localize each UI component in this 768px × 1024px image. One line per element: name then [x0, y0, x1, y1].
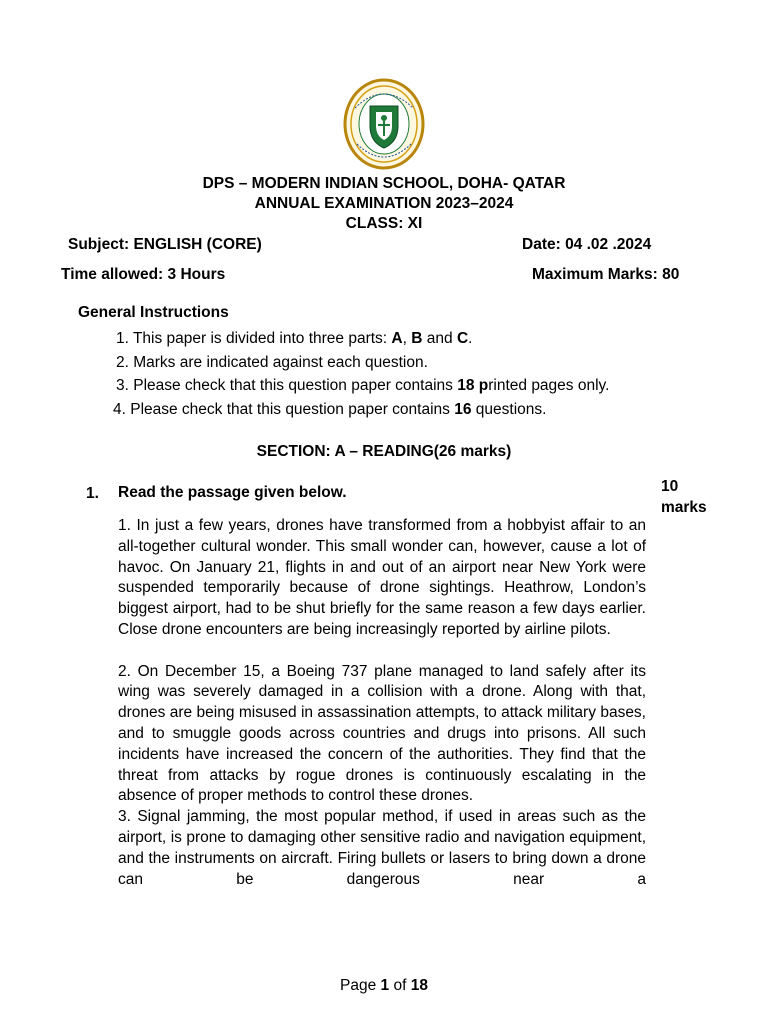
instructions-title: General Instructions — [78, 304, 229, 321]
passage-paragraph: 1. In just a few years, drones have transformed from a hobbyist affair to an all-together cultural wonder. This small wonder can, however, cause a lot of havoc. On January 21, flights in and out of an airport near New York were suspended temporarily because of drone sightings. Heathrow, London’s biggest airport, had to be shut briefly for the same reason a few days earlier. Close drone encounters are being increasingly reported by airline pilots. — [118, 517, 646, 638]
document-header — [0, 174, 768, 234]
instruction-item: 4. Please check that this question paper contains 16 questions. — [113, 400, 547, 418]
reading-passage — [118, 516, 646, 890]
instructions-list — [113, 327, 610, 421]
instruction-item: 1. This paper is divided into three parts: A, B and C. — [116, 330, 473, 347]
question-number: 1. — [86, 485, 99, 502]
question-marks: 10 marks — [661, 478, 707, 516]
maximum-marks: Maximum Marks: 80 — [532, 266, 680, 283]
passage-paragraph: 3. Signal jamming, the most popular method, if used in areas such as the airport, is prone to damaging other sensitive radio and navigation equipment, and the instruments on aircraft. Firing bullets or lasers to bring down a drone can be dangerous near a — [118, 808, 646, 888]
class-label: CLASS: XI — [345, 215, 423, 232]
instruction-item: 2. Marks are indicated against each question. — [116, 353, 428, 371]
page-number: Page 1 of 18 — [340, 977, 428, 994]
exam-date: Date: 04 .02 .2024 — [522, 236, 652, 253]
section-title: SECTION: A – READING(26 marks) — [256, 443, 512, 460]
instruction-item: 3. Please check that this question paper contains 18 printed pages only. — [116, 377, 610, 394]
school-crest-logo-icon — [343, 78, 425, 170]
time-allowed: Time allowed: 3 Hours — [61, 266, 226, 283]
passage-paragraph: 2. On December 15, a Boeing 737 plane managed to land safely after its wing was severely damaged in a collision with a drone. Along with that, drones are being misused in assassination attempts, to attack military bases, and to smuggle goods across countries and drugs into prisons. All such incidents have increased the concern of the authorities. They find that the threat from attacks by rogue drones is continuously escalating in the absence of proper methods to control these drones. — [118, 662, 646, 805]
question-heading: Read the passage given below. — [118, 484, 347, 501]
exam-title: ANNUAL EXAMINATION 2023–2024 — [254, 195, 514, 212]
school-name: DPS – MODERN INDIAN SCHOOL, DOHA- QATAR — [202, 175, 566, 192]
subject-label: Subject: ENGLISH (CORE) — [68, 236, 262, 253]
